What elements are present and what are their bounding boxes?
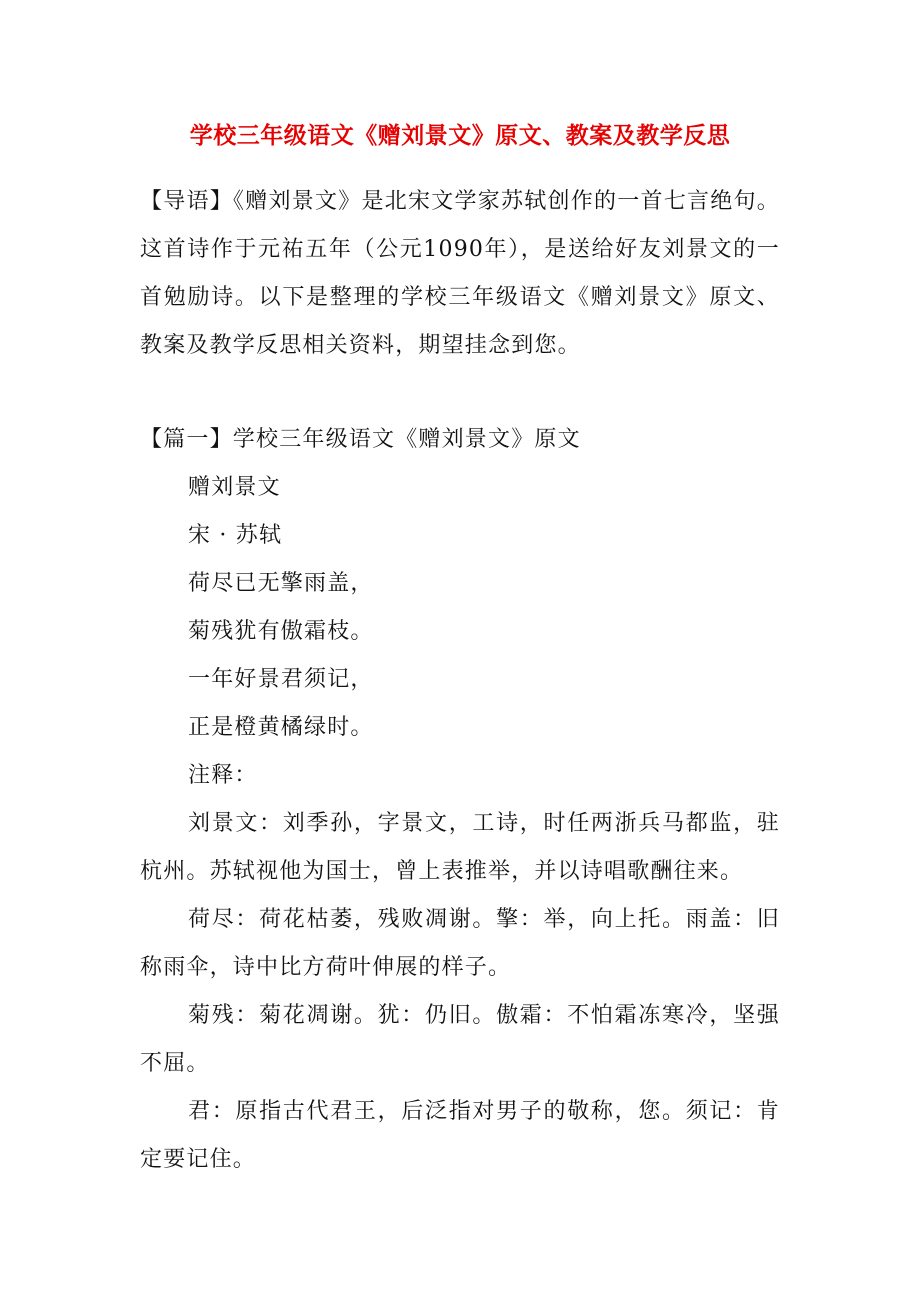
section-heading: 【篇一】学校三年级语文《赠刘景文》原文 (140, 427, 581, 452)
note-paragraph: 刘景文：刘季孙，字景文，工诗，时任两浙兵马都监，驻杭州。苏轼视他为国士，曾上表推举，并以诗唱歌酬往来。 (140, 811, 780, 884)
note-paragraph: 荷尽：荷花枯萎，残败凋谢。擎：举，向上托。雨盖：旧称雨伞，诗中比方荷叶伸展的样子。 (140, 907, 780, 980)
poem-line: 一年好景君须记， (188, 667, 374, 692)
document-title: 学校三年级语文《赠刘景文》原文、教案及教学反思 (189, 123, 731, 149)
poem-author: 宋 · 苏轼 (188, 523, 283, 548)
poem-title: 赠刘景文 (188, 475, 281, 500)
poem-line: 菊残犹有傲霜枝。 (188, 619, 374, 644)
notes-label: 注释： (188, 763, 258, 788)
poem-line: 荷尽已无擎雨盖， (188, 571, 374, 596)
note-paragraph: 君：原指古代君王，后泛指对男子的敬称，您。须记：肯定要记住。 (140, 1099, 780, 1172)
section-one (140, 416, 780, 1184)
note-paragraph: 菊残：菊花凋谢。犹：仍旧。傲霜：不怕霜冻寒冷，坚强不屈。 (140, 1003, 780, 1076)
intro-paragraph: 【导语】《赠刘景文》是北宋文学家苏轼创作的一首七言绝句。这首诗作于元祐五年（公元1090年），是送给好友刘景文的一首勉励诗。以下是整理的学校三年级语文《赠刘景文》原文、教案及教学反思相关资料，期望挂念到您。 (140, 189, 780, 358)
poem-line: 正是橙黄橘绿时。 (188, 715, 374, 740)
